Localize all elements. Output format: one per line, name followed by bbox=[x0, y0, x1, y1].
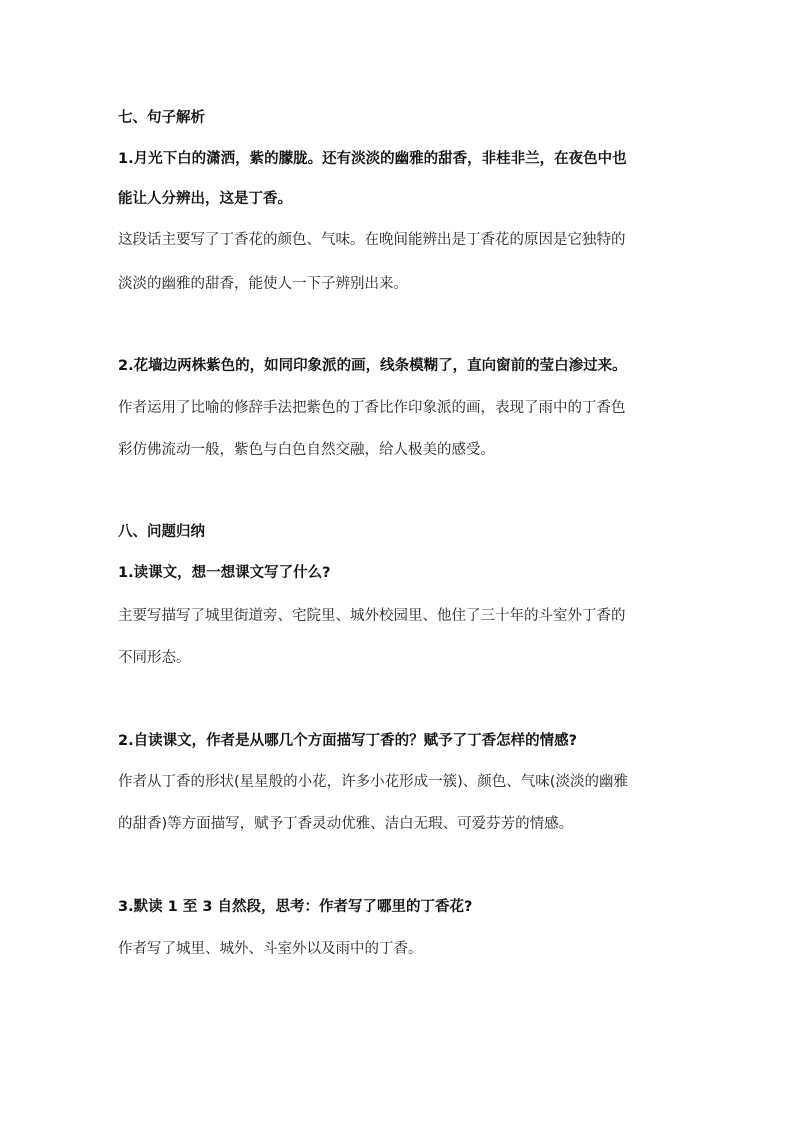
answer-line: 作者写了城里、城外、斗室外以及雨中的丁香。 bbox=[118, 941, 423, 957]
answer-line: 这段话主要写了丁香花的颜色、气味。在晚间能辨出是丁香花的原因是它独特的 bbox=[118, 232, 626, 248]
answer-line: 彩仿佛流动一般，紫色与白色自然交融，给人极美的感受。 bbox=[118, 442, 495, 458]
answer-line: 淡淡的幽雅的甜香，能使人一下子辨别出来。 bbox=[118, 276, 408, 292]
question-line: 2.自读课文，作者是从哪几个方面描写丁香的？赋予了丁香怎样的情感? bbox=[118, 733, 578, 749]
answer-line: 作者从丁香的形状(星星般的小花，许多小花形成一簇)、颜色、气味(淡淡的幽雅 bbox=[118, 774, 628, 790]
answer-line: 的甜香)等方面描写，赋予丁香灵动优雅、洁白无瑕、可爱芬芳的情感。 bbox=[118, 816, 574, 832]
question-line: 1.月光下白的潇洒，紫的朦胧。还有淡淡的幽雅的甜香，非桂非兰，在夜色中也 bbox=[118, 151, 627, 167]
question-line: 3.默读 1 至 3 自然段，思考：作者写了哪里的丁香花? bbox=[118, 899, 473, 915]
question-line: 能让人分辨出，这是丁香。 bbox=[118, 191, 292, 207]
section-heading: 七、句子解析 bbox=[118, 110, 205, 126]
answer-line: 不同形态。 bbox=[118, 650, 191, 666]
section-heading: 八、问题归纳 bbox=[118, 524, 205, 540]
answer-line: 作者运用了比喻的修辞手法把紫色的丁香比作印象派的画，表现了雨中的丁香色 bbox=[118, 400, 626, 416]
question-line: 1.读课文，想一想课文写了什么? bbox=[118, 565, 331, 581]
answer-line: 主要写描写了城里街道旁、宅院里、城外校园里、他住了三十年的斗室外丁香的 bbox=[118, 608, 626, 624]
question-line: 2.花墙边两株紫色的，如同印象派的画，线条模糊了，直向窗前的莹白渗过来。 bbox=[118, 358, 627, 374]
